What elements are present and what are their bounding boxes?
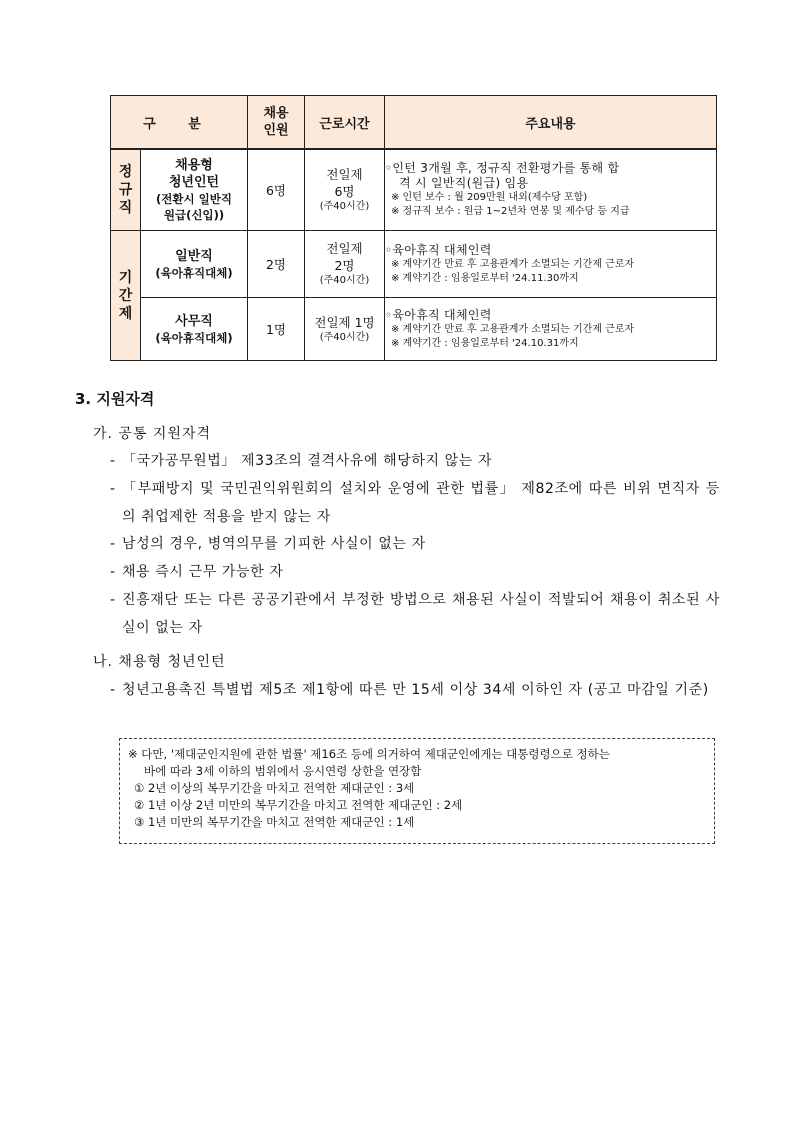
list-item (110, 530, 720, 558)
hours-main: 전일제 1명 (314, 314, 375, 330)
content-note: ※ 계약기간 : 임용일로부터 '24.10.31까지 (391, 337, 579, 349)
role-subtitle: (전환시 일반직 원급(신입)) (156, 192, 232, 222)
table-row (111, 231, 717, 298)
list-item-text: 「국가공무원법」 제33조의 결격사유에 해당하지 않는 자 (122, 453, 493, 469)
list-item-text: 남성의 경우, 병역의무를 기피한 사실이 없는 자 (122, 536, 426, 552)
header-content: 주요내용 (385, 96, 717, 150)
note-item: ③ 1년 미만의 복무기간을 마치고 전역한 제대군인 : 1세 (134, 815, 415, 829)
bullet-dash: - (110, 481, 116, 497)
content-main: ◦인턴 3개월 후, 정규직 전환평가를 통해 합 (385, 161, 620, 175)
hours-main: 전일제 2명 (326, 241, 363, 273)
list-item (110, 447, 720, 475)
role-title: 채용형 청년인턴 (168, 158, 220, 190)
subsection-title-intern: 나. 채용형 청년인턴 (93, 654, 226, 670)
role-title: 사무직 (175, 313, 213, 329)
group-regular (111, 149, 141, 231)
content-note: ※ 계약기간 만료 후 고용관계가 소멸되는 기간제 근로자 (391, 323, 635, 335)
hours-main: 전일제 6명 (326, 167, 363, 199)
group-contract (111, 231, 141, 361)
content-note: ※ 정규직 보수 : 원급 1~2년차 연봉 및 제수당 등 지급 (391, 206, 630, 217)
note-item: ② 1년 이상 2년 미만의 복무기간을 마치고 전역한 제대군인 : 2세 (134, 798, 463, 812)
recruitment-table (110, 95, 717, 361)
hours-cell (305, 231, 385, 298)
bullet-dash: - (110, 536, 116, 552)
group-contract-label: 기간제 (118, 269, 133, 322)
note-box (119, 738, 715, 844)
table-row (111, 298, 717, 361)
list-item-text: 채용 즉시 근무 가능한 자 (122, 564, 284, 580)
role-cell (141, 149, 248, 231)
list-item (110, 558, 720, 586)
table-header-row (111, 96, 717, 150)
role-cell (141, 231, 248, 298)
bullet-dash: - (110, 564, 116, 580)
subsection-title-common: 가. 공통 지원자격 (93, 426, 212, 442)
list-item (110, 475, 720, 531)
content-main: ◦육아휴직 대체인력 (385, 307, 492, 322)
content-main: ◦육아휴직 대체인력 (385, 242, 492, 257)
role-subtitle: (육아휴직대체) (155, 330, 233, 345)
list-item (110, 676, 720, 704)
role-title: 일반직 (175, 248, 213, 264)
role-cell (141, 298, 248, 361)
bullet-dash: - (110, 453, 116, 469)
content-note: ※ 계약기간 : 임용일로부터 '24.11.30까지 (391, 272, 579, 284)
list-item-text: 「부패방지 및 국민권익위원회의 설치와 운영에 관한 법률」 제82조에 따른 비위 면직자 등의 취업제한 적용을 받지 않는 자 (122, 481, 720, 525)
role-subtitle: (육아휴직대체) (155, 265, 233, 280)
count-cell: 2명 (248, 231, 305, 298)
content-cell (385, 231, 717, 298)
hours-sub: (주40시간) (319, 331, 370, 343)
hours-cell (305, 149, 385, 231)
note-line: 바에 따라 3세 이하의 범위에서 응시연령 상한을 연장함 (144, 764, 422, 778)
content-cell (385, 298, 717, 361)
table-row (111, 149, 717, 231)
bullet-dash: - (110, 682, 116, 698)
content-main-cont: 격 시 일반직(원급) 임용 (399, 176, 529, 190)
note-line: ※ 다만, '제대군인지원에 관한 법률' 제16조 등에 의거하여 제대군인에게는 대통령령으로 정하는 (128, 747, 610, 761)
hours-cell (305, 298, 385, 361)
bullet-dash: - (110, 592, 116, 608)
section-title: 3. 지원자격 (75, 390, 155, 408)
header-count: 채용 인원 (248, 96, 305, 150)
header-category: 구 분 (111, 96, 248, 150)
list-item-text: 청년고용촉진 특별법 제5조 제1항에 따른 만 15세 이상 34세 이하인 자 (공고 마감일 기준) (122, 682, 709, 698)
list-item (110, 586, 720, 642)
count-cell: 1명 (248, 298, 305, 361)
list-item-text: 진흥재단 또는 다른 공공기관에서 부정한 방법으로 채용된 사실이 적발되어 채용이 취소된 사실이 없는 자 (122, 592, 720, 636)
content-cell (385, 149, 717, 231)
hours-sub: (주40시간) (319, 201, 370, 212)
header-hours: 근로시간 (305, 96, 385, 150)
content-note: ※ 인턴 보수 : 월 209만원 내외(제수당 포함) (391, 192, 588, 203)
hours-sub: (주40시간) (319, 275, 370, 286)
content-note: ※ 계약기간 만료 후 고용관계가 소멸되는 기간제 근로자 (391, 258, 635, 270)
count-cell: 6명 (248, 149, 305, 231)
group-regular-label: 정규직 (118, 164, 133, 216)
note-item: ① 2년 이상의 복무기간을 마치고 전역한 제대군인 : 3세 (134, 781, 415, 795)
